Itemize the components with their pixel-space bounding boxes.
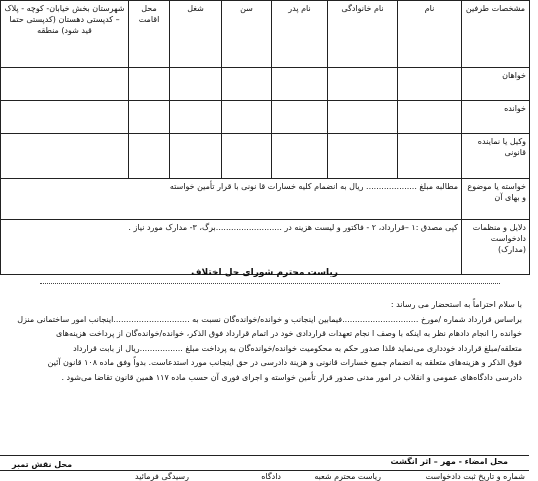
- defendant-father-cell[interactable]: [272, 101, 328, 134]
- header-family: نام خانوادگی: [328, 1, 398, 68]
- lawyer-family-cell[interactable]: [328, 134, 398, 179]
- signature-area[interactable]: محل امضاء - مهر – اثر انگشت: [390, 457, 508, 466]
- header-parties-spec: مشخصات طرفین: [462, 1, 530, 68]
- lawyer-residence-cell[interactable]: [129, 134, 170, 179]
- registration-row: [0, 470, 529, 481]
- defendant-name-cell[interactable]: [398, 101, 462, 134]
- greeting-line: با سلام احتراماً به استحضار می رساند :: [390, 300, 522, 309]
- claim-label: خواسته یا موضوع و بهای آن: [462, 179, 530, 220]
- plaintiff-row: [1, 68, 530, 101]
- header-name: نام: [398, 1, 462, 68]
- plaintiff-family-cell[interactable]: [328, 68, 398, 101]
- process-label: رسیدگی فرمائید: [135, 472, 189, 481]
- stamp-area[interactable]: محل نقش تمبر: [12, 460, 73, 469]
- claim-row: [1, 179, 530, 220]
- defendant-age-cell[interactable]: [222, 101, 272, 134]
- plaintiff-label: خواهان: [462, 68, 530, 101]
- body-line-4: فوق الذکر و هزینه‌های متعلقه به انضمام جمیع خسارات قانونی و هزینة دادرسی در حق اینجانب مورد استدعاست. بدواً وفق ماده ۱۰۸ قانون آئین: [47, 358, 522, 367]
- lawyer-label: وکیل یا نماینده قانونی: [462, 134, 530, 179]
- body-line-1: براساس قرارداد شماره /مورخ ..............................فیمابین اینجانب و خوانده/خوانده‌گان نسبت به ..............................اینجانب امور ساختمانی منزل: [17, 314, 522, 324]
- body-line-2: خوانده را انجام دادهام نظر به اینکه با وصف ا نجام تعهدات قراردادی خود در اتمام قرارداد فوق الذکر، خوانده/خوانده‌گان از پرداخت هزینه‌های: [56, 329, 522, 338]
- header-address: شهرستان بخش خیابان- کوچه - پلاک – کدپستی دهستان (کدپستی حتما قید شود) منطقه: [1, 1, 129, 68]
- header-residence: محل اقامت: [129, 1, 170, 68]
- header-father: نام پدر: [272, 1, 328, 68]
- evidence-row: [1, 220, 530, 275]
- plaintiff-job-cell[interactable]: [170, 68, 222, 101]
- body-line-3: متعلقه/مبلغ قرارداد خودداری می‌نماید فلذا صدور حکم به محکومیت خوانده/خوانده‌گان به پرداخت مبلغ .................ریال از بابت قرارداد: [73, 343, 522, 353]
- lawyer-father-cell[interactable]: [272, 134, 328, 179]
- plaintiff-father-cell[interactable]: [272, 68, 328, 101]
- lawyer-row: [1, 134, 530, 179]
- header-row: [1, 1, 530, 68]
- plaintiff-name-cell[interactable]: [398, 68, 462, 101]
- signature-divider: [0, 455, 529, 456]
- lawyer-job-cell[interactable]: [170, 134, 222, 179]
- lawyer-age-cell[interactable]: [222, 134, 272, 179]
- defendant-residence-cell[interactable]: [129, 101, 170, 134]
- evidence-text[interactable]: کپی مصدق :۱ –قرارداد، ۲ - فاکتور و لیست هزینه در ..........................برگ، ۳- مدارک مورد نیاز .: [1, 220, 462, 275]
- defendant-address-cell[interactable]: [1, 101, 129, 134]
- plaintiff-address-cell[interactable]: [1, 68, 129, 101]
- defendant-job-cell[interactable]: [170, 101, 222, 134]
- header-age: سن: [222, 1, 272, 68]
- defendant-label: خوانده: [462, 101, 530, 134]
- petition-title: ریاست محترم شورای حل اختلاف: [191, 268, 338, 278]
- petition-body: [10, 298, 522, 385]
- claim-text[interactable]: مطالبه مبلغ .................... ریال به انضمام کلیه خسارات قا نونی با قرار تأمین خواسته: [1, 179, 462, 220]
- plaintiff-residence-cell[interactable]: [129, 68, 170, 101]
- title-divider: [40, 283, 500, 284]
- defendant-row: [1, 101, 530, 134]
- lawyer-name-cell[interactable]: [398, 134, 462, 179]
- body-line-5: دادرسی دادگاه‌های عمومی و انقلاب در امور مدنی صدور قرار تأمین خواسته و اجرای فوری آن حسب ماده ۱۱۷ همین قانون تقاضا می‌شود .: [61, 372, 522, 382]
- header-job: شغل: [170, 1, 222, 68]
- plaintiff-age-cell[interactable]: [222, 68, 272, 101]
- court-label: دادگاه: [261, 472, 281, 481]
- lawyer-address-cell[interactable]: [1, 134, 129, 179]
- branch-head: ریاست محترم شعبه: [314, 472, 381, 481]
- registration-number: شماره و تاریخ ثبت دادخواست: [425, 472, 525, 481]
- evidence-label: دلایل و منظمات دادخواست (مدارک): [462, 220, 530, 275]
- defendant-family-cell[interactable]: [328, 101, 398, 134]
